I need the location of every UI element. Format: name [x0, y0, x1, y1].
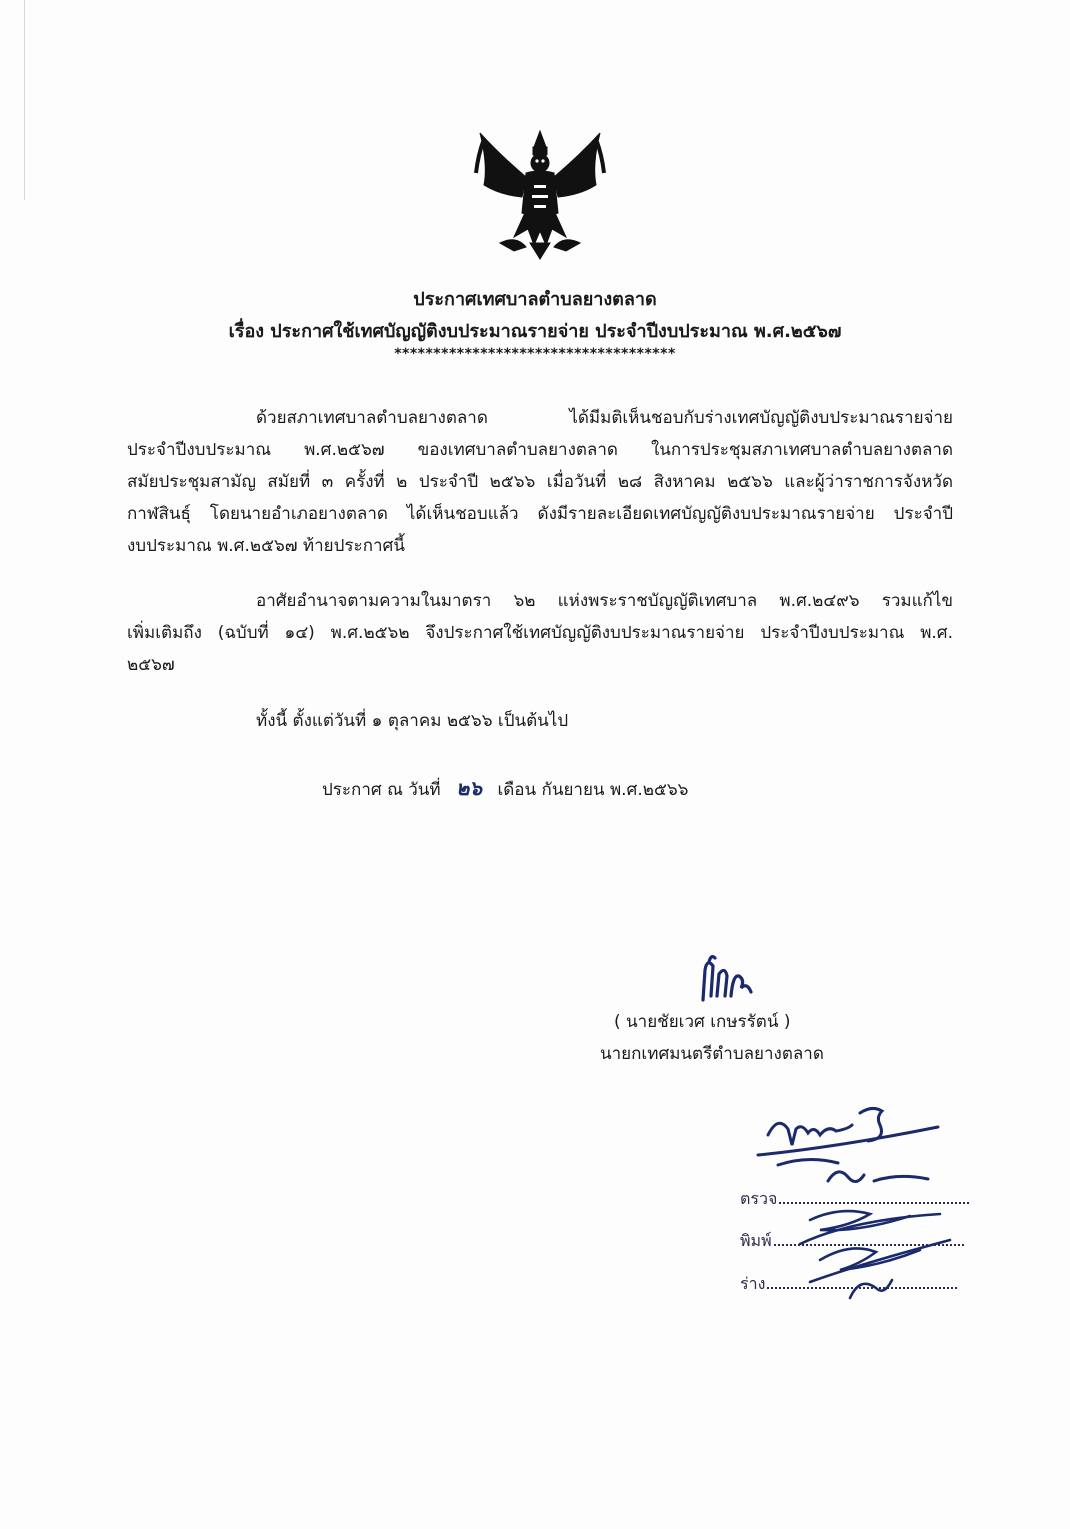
paragraph-1-line-4: กาฬสินธุ์ โดยนายอำเภอยางตลาด ได้เห็นชอบแล้ว ดังมีรายละเอียดเทศบัญญัติงบประมาณรายจ่าย ประจำปี — [127, 504, 953, 524]
scan-edge-line — [24, 0, 25, 200]
separator-line: ************************************ — [394, 346, 676, 362]
paragraph-1-line-2: ประจำปีงบประมาณ พ.ศ.๒๕๖๗ ของเทศบาลตำบลยางตลาด ในการประชุมสภาเทศบาลตำบลยางตลาด — [127, 440, 953, 460]
review-initials-mark — [780, 1180, 980, 1310]
issuer-heading: ประกาศเทศบาลตำบลยางตลาด — [413, 289, 657, 310]
mayor-signature-mark — [695, 952, 765, 1004]
announced-date-line — [322, 772, 688, 804]
review-drafted-label: ร่าง — [740, 1274, 766, 1293]
subject-heading: เรื่อง ประกาศใช้เทศบัญญัติงบประมาณรายจ่าย ประจำปีงบประมาณ พ.ศ.๒๕๖๗ — [228, 321, 842, 342]
paragraph-2-line-1: อาศัยอำนาจตามความในมาตรา ๖๒ แห่งพระราชบัญญัติเทศบาล พ.ศ.๒๔๙๖ รวมแก้ไข — [256, 591, 953, 611]
review-typed-label: พิมพ์ — [740, 1231, 772, 1250]
paragraph-2-line-2: เพิ่มเติมถึง (ฉบับที่ ๑๔) พ.ศ.๒๕๖๒ จึงประกาศใช้เทศบัญญัติงบประมาณรายจ่าย ประจำปีงบประมาณ พ.ศ. — [127, 623, 953, 643]
paragraph-1-line-1: ด้วยสภาเทศบาลตำบลยางตลาด ได้มีมติเห็นชอบกับร่างเทศบัญญัติงบประมาณรายจ่าย — [256, 408, 953, 428]
announced-day-handwritten: ๒๖ — [456, 776, 482, 800]
effective-date-line: ทั้งนี้ ตั้งแต่วันที่ ๑ ตุลาคม ๒๕๖๖ เป็นต้นไป — [256, 711, 569, 731]
paragraph-1-line-3: สมัยประชุมสามัญ สมัยที่ ๓ ครั้งที่ ๒ ประจำปี ๒๕๖๖ เมื่อวันที่ ๒๘ สิงหาคม ๒๕๖๖ และผู้ว่าราชการจังหวัด — [127, 472, 953, 492]
paragraph-2-line-3: ๒๕๖๗ — [127, 655, 175, 675]
announced-prefix: ประกาศ ณ วันที่ — [322, 780, 441, 800]
signatory-position: นายกเทศมนตรีตำบลยางตลาด — [600, 1044, 824, 1064]
paragraph-1-line-5: งบประมาณ พ.ศ.๒๕๖๗ ท้ายประกาศนี้ — [127, 536, 405, 556]
review-checked-label: ตรวจ — [740, 1189, 778, 1208]
garuda-emblem-icon — [470, 125, 610, 260]
announced-suffix: เดือน กันยายน พ.ศ.๒๕๖๖ — [497, 780, 689, 800]
signatory-name: ( นายชัยเวศ เกษรรัตน์ ) — [614, 1012, 791, 1032]
